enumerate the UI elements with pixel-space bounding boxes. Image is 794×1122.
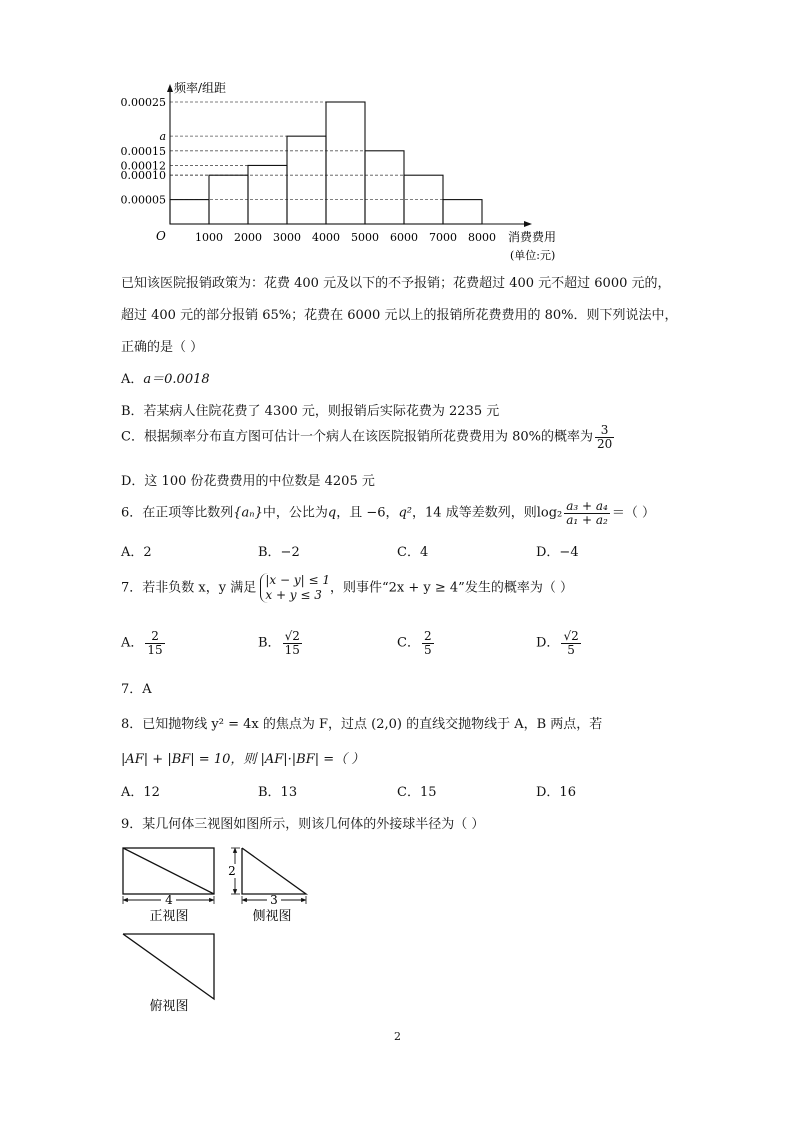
q6-q2: q² — [398, 505, 413, 521]
q5-stem-line3: 正确的是（ ） — [121, 340, 204, 355]
q8-option-b: B．13 — [258, 785, 298, 800]
q7-condition-2: x + y ≤ 3 — [265, 588, 322, 602]
top-view-label: 俯视图 — [149, 999, 189, 1014]
q6-stem-pre: 6．在正项等比数列 — [121, 505, 234, 521]
q7-conditions — [260, 573, 330, 603]
q5-option-a — [121, 368, 210, 387]
y-tick-label: 0.00005 — [120, 193, 166, 207]
x-axis-unit: (单位:元) — [510, 249, 556, 262]
q7-a-den: 15 — [147, 642, 163, 657]
q5-option-a-label: A． — [121, 372, 144, 387]
front-view-label: 正视图 — [149, 909, 189, 924]
q6-fraction-denominator: a₁ + a₂ — [566, 512, 608, 527]
q5-stem-line2: 超过 400 元的部分报销 65%；花费在 6000 元以上的报销所花费费用的 80%．则下列说法中， — [121, 308, 678, 323]
side-view-label: 侧视图 — [252, 909, 292, 924]
q7-option-d-fraction — [561, 630, 580, 656]
q5-option-c-denominator: 20 — [596, 436, 613, 451]
q6-option-c: C．4 — [397, 545, 429, 560]
q5-option-d: D．这 100 份花费费用的中位数是 4205 元 — [121, 474, 375, 489]
q5-option-c-fraction — [595, 424, 614, 450]
q8-stem-line1: 8．已知抛物线 y² = 4x 的焦点为 F，过点 (2,0) 的直线交抛物线于 A，B 两点，若 — [121, 717, 603, 732]
origin-label: O — [156, 229, 166, 243]
q7-stem-post: ，则事件“2x + y ≥ 4”发生的概率为（ ） — [330, 580, 573, 596]
q8-option-a: A．12 — [121, 785, 160, 800]
q7-a-num: 2 — [145, 630, 164, 644]
q6-stem-post: ＝（ ） — [611, 505, 656, 521]
q6-option-b: B．−2 — [258, 545, 300, 560]
y-axis-arrow — [167, 84, 173, 92]
histogram-bar — [287, 136, 326, 224]
q6-stem-mid2: ，且 −6， — [336, 505, 399, 521]
q6-q: q — [327, 505, 337, 521]
histogram-bar — [170, 200, 209, 224]
q7-answer: 7．A — [121, 682, 152, 697]
q7-d-num: √2 — [563, 629, 579, 643]
y-axis-label: 频率/组距 — [174, 81, 227, 95]
q6-fraction-numerator: a₃ + a₄ — [566, 499, 608, 513]
q5-option-c-numerator: 3 — [595, 424, 614, 438]
q6-fraction — [564, 500, 610, 526]
q7-condition-1: |x − y| ≤ 1 — [265, 573, 330, 587]
x-tick-label: 5000 — [351, 231, 379, 244]
q7-option-a — [121, 630, 167, 656]
y-tick-label: a — [159, 130, 166, 144]
x-axis-arrow — [524, 221, 532, 227]
x-tick-label: 4000 — [312, 231, 340, 244]
y-tick-label: 0.00012 — [120, 159, 166, 173]
x-tick-label: 7000 — [429, 231, 457, 244]
q5-option-c-text: C．根据频率分布直方图可估计一个病人在该医院报销所花费费用为 80%的概率为 — [121, 429, 593, 445]
q7-option-a-fraction — [145, 630, 164, 656]
q7-b-num: √2 — [284, 629, 300, 643]
x-tick-label: 6000 — [390, 231, 418, 244]
q7-stem-pre: 7．若非负数 x，y 满足 — [121, 580, 257, 596]
q7-option-c-label: C． — [397, 635, 420, 651]
side-view — [231, 848, 306, 904]
frequency-histogram — [110, 74, 600, 270]
q7-c-num: 2 — [423, 629, 432, 643]
q6-sequence: {aₙ} — [233, 505, 263, 521]
x-axis-label: 消费费用 — [508, 230, 557, 244]
y-tick-label: 0.00015 — [120, 144, 166, 158]
q6-stem-mid3: ，14 成等差数列，则 — [412, 505, 537, 521]
histogram-bar — [443, 200, 482, 224]
q7-option-b-label: B． — [258, 635, 281, 651]
q5-option-a-text: a＝0.0018 — [143, 372, 210, 387]
q7-stem — [121, 573, 573, 603]
q5-option-b: B．若某病人住院花费了 4300 元，则报销后实际花费为 2235 元 — [121, 404, 500, 419]
x-tick-label: 1000 — [195, 231, 223, 244]
q7-c-den: 5 — [423, 642, 432, 657]
x-tick-label: 2000 — [234, 231, 262, 244]
side-view-width-dimension: 3 — [270, 893, 278, 907]
y-tick-label: 0.00010 — [120, 169, 166, 183]
q7-option-b-fraction — [283, 630, 302, 656]
histogram-bar — [326, 102, 365, 224]
side-view-height-dimension: 2 — [228, 864, 236, 878]
q7-option-a-label: A． — [121, 635, 144, 651]
histogram-bar — [365, 151, 404, 224]
y-tick-label: 0.00025 — [120, 96, 166, 109]
q8-option-d: D．16 — [536, 785, 576, 800]
q7-option-d-label: D． — [536, 635, 560, 651]
q7-b-den: 15 — [284, 642, 300, 657]
q7-option-b — [258, 630, 304, 656]
x-tick-label: 3000 — [273, 231, 301, 244]
q9-stem: 9．某几何体三视图如图所示，则该几何体的外接球半径为（ ） — [121, 817, 485, 832]
front-view-dimension: 4 — [165, 893, 173, 907]
q5-option-c — [121, 424, 616, 450]
x-tick-label: 8000 — [468, 231, 496, 244]
top-view — [123, 934, 214, 999]
q7-option-c-fraction — [422, 630, 434, 656]
q6-option-d: D．−4 — [536, 545, 579, 560]
q8-option-c: C．15 — [397, 785, 437, 800]
q6-log: log₂ — [536, 505, 563, 521]
q6-option-a: A．2 — [121, 545, 152, 560]
q7-d-den: 5 — [567, 642, 575, 657]
q5-stem-line1: 已知该医院报销政策为：花费 400 元及以下的不予报销；花费超过 400 元不超过 6000 元的， — [121, 276, 671, 291]
q6-stem — [121, 500, 655, 526]
q6-stem-mid: 中，公比为 — [262, 505, 328, 521]
q7-option-c — [397, 630, 436, 656]
three-view-drawing — [114, 842, 314, 1017]
q8-stem-line2: |AF| + |BF| = 10，则 |AF|·|BF| =（ ） — [121, 752, 365, 767]
page-number: 2 — [394, 1030, 401, 1043]
histogram-bar — [248, 165, 287, 224]
q7-option-d — [536, 630, 583, 656]
